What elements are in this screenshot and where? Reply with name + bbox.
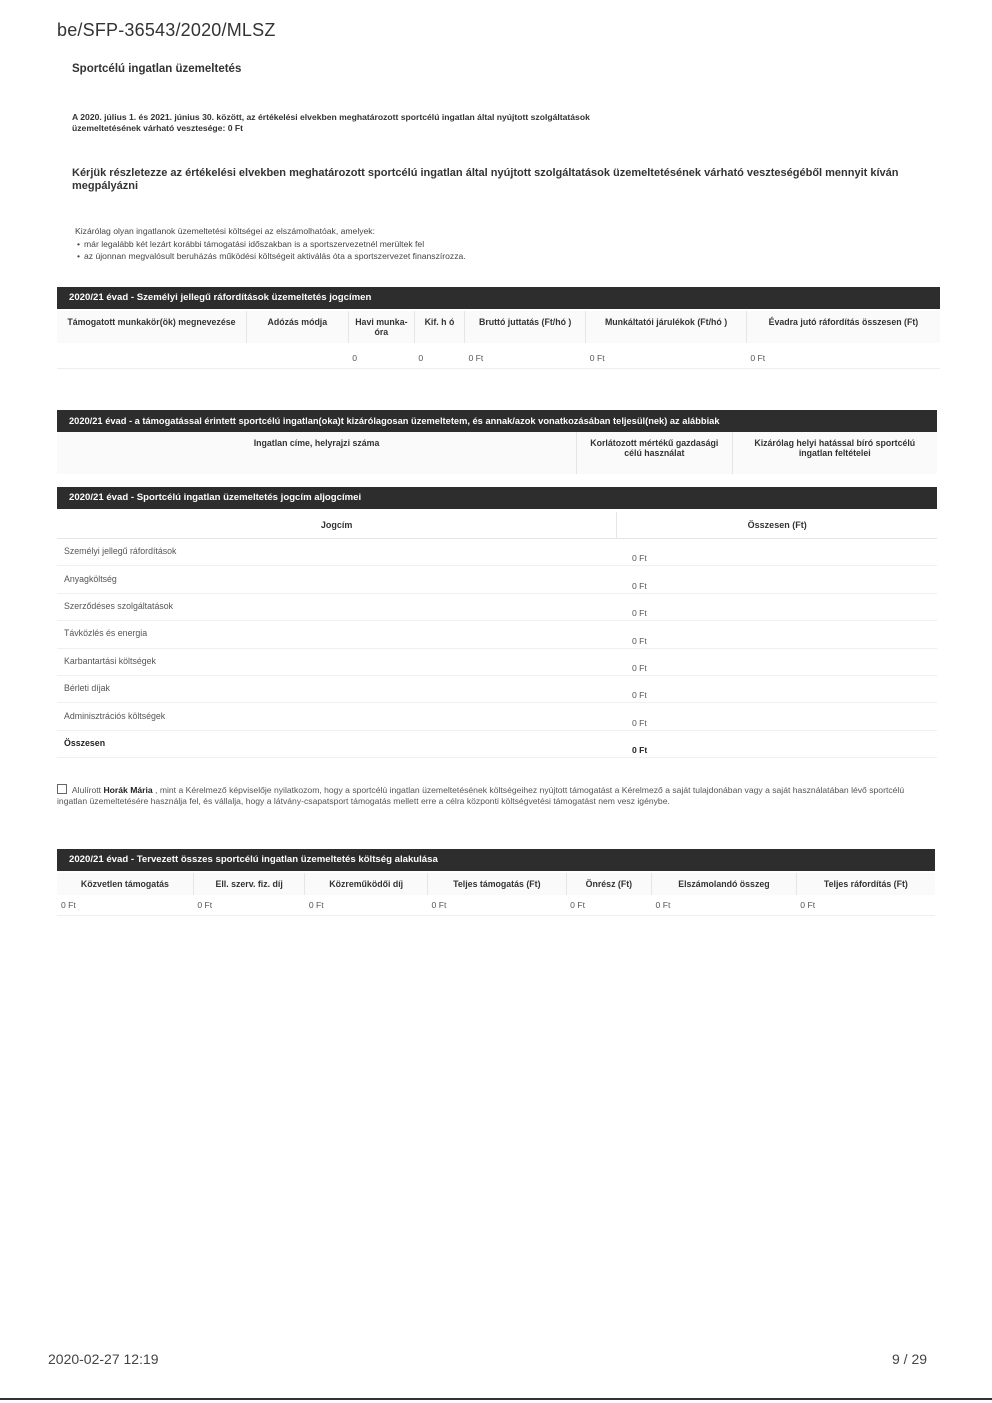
- table-row: [57, 676, 937, 703]
- personnel-table: [57, 311, 940, 369]
- section-title: Sportcélú ingatlan üzemeltetés: [72, 63, 242, 75]
- row-value: 0 Ft: [632, 608, 647, 619]
- declaration-prefix: Alulírott: [71, 785, 102, 795]
- table-cell: 0 Ft: [428, 895, 567, 916]
- column-header: Teljes ráfordítás (Ft): [796, 873, 935, 895]
- row-label: Távközlés és energia: [64, 628, 148, 639]
- declaration-text: , mint a Kérelmező képviselője nyilatkozom, hogy a sportcélú ingatlan üzemeltetésének költségeihez nyújtott támogatást a Kérelmező a saját tulajdonában vagy a saját használatában lévő sportcélú ingatlan üzemeltetésére használja fel, és vállalja, hogy a látvány-csapatsport támogatás mellett erre a célra központi költségvetési támogatást nem vesz igénybe.: [57, 785, 905, 806]
- table-row: [57, 649, 937, 676]
- table-row: [57, 703, 937, 730]
- column-header: Közvetlen támogatás: [57, 873, 193, 895]
- column-header: Munkáltatói járulékok (Ft/hó ): [586, 311, 747, 343]
- property-section-bar: 2020/21 évad - a támogatással érintett sportcélú ingatlan(oka)t kizárólagosan üzemeltetem, és annak/azok vonatkozásában teljesül(nek) az alábbiak: [57, 410, 937, 432]
- table-cell: 0 Ft: [796, 895, 935, 916]
- table-cell: 0 Ft: [465, 343, 586, 369]
- rule-item: • az újonnan megvalósult beruházás működési költségeit aktiválás óta a sportszervezet finanszírozza.: [85, 250, 675, 263]
- rules-list: [75, 238, 675, 263]
- document-id: be/SFP-36543/2020/MLSZ: [57, 20, 276, 40]
- table-row: [57, 343, 940, 369]
- column-header: Közreműködői díj: [305, 873, 428, 895]
- table-row: [57, 539, 937, 566]
- column-header: Önrész (Ft): [566, 873, 651, 895]
- table-cell: 0: [414, 343, 464, 369]
- row-label: Adminisztrációs költségek: [64, 710, 166, 721]
- planned-section-bar: 2020/21 évad - Tervezett összes sportcélú ingatlan üzemeltetés költség alakulása: [57, 849, 935, 871]
- table-cell: 0 Ft: [566, 895, 651, 916]
- total-row: [57, 731, 937, 758]
- row-value: 0 Ft: [632, 717, 647, 728]
- table-row: [57, 895, 935, 916]
- expected-loss-statement: A 2020. július 1. és 2021. június 30. között, az értékelési elvekben meghatározott sportcélú ingatlan által nyújtott szolgáltatások üzemeltetésének várható vesztesége: 0 Ft: [72, 112, 590, 133]
- row-value: 0 Ft: [632, 635, 647, 646]
- declaration-checkbox[interactable]: [57, 784, 67, 794]
- planned-table: [57, 873, 935, 916]
- table-header-row: [57, 311, 940, 343]
- table-cell: [246, 343, 348, 369]
- personnel-section-bar: 2020/21 évad - Személyi jellegű ráfordítások üzemeltetés jogcímen: [57, 287, 940, 309]
- row-label: Bérleti díjak: [64, 683, 110, 694]
- row-label: Anyagköltség: [64, 573, 117, 584]
- table-cell: 0 Ft: [57, 895, 193, 916]
- rule-item: • már legalább két lezárt korábbi támogatási időszakban is a sportszervezetnél merültek fel: [85, 238, 675, 251]
- column-header: Bruttó juttatás (Ft/hó ): [465, 311, 586, 343]
- column-header: Elszámolandó összeg: [652, 873, 797, 895]
- row-value: 0 Ft: [632, 553, 647, 564]
- table-cell: 0 Ft: [652, 895, 797, 916]
- column-header: Ell. szerv. fiz. díj: [193, 873, 305, 895]
- bottom-divider: [0, 1398, 992, 1400]
- column-header: Adózás módja: [246, 311, 348, 343]
- table-cell: 0 Ft: [193, 895, 305, 916]
- column-header: Kif. h ó: [414, 311, 464, 343]
- column-header: Összesen (Ft): [616, 512, 937, 538]
- table-row: [57, 566, 937, 593]
- property-table: [57, 432, 937, 474]
- column-header: Korlátozott mértékű gazdasági célú használat: [577, 432, 732, 474]
- column-header: Jogcím: [320, 520, 353, 530]
- table-row: [57, 594, 937, 621]
- column-header: Ingatlan címe, helyrajzi száma: [57, 432, 577, 474]
- footer-datetime: 2020-02-27 12:19: [48, 1351, 159, 1367]
- column-header: Évadra jutó ráfordítás összesen (Ft): [746, 311, 940, 343]
- table-cell: 0 Ft: [746, 343, 940, 369]
- table-cell: 0 Ft: [305, 895, 428, 916]
- table-cell: [57, 343, 246, 369]
- table-header-row: [57, 512, 937, 539]
- row-label: Személyi jellegű ráfordítások: [64, 546, 177, 557]
- subtitles-table: [57, 512, 937, 758]
- table-header-row: [57, 873, 935, 895]
- row-value: 0 Ft: [632, 690, 647, 701]
- table-header-row: [57, 432, 937, 474]
- table-cell: 0: [348, 343, 414, 369]
- eligibility-rules: [75, 225, 675, 263]
- subtitles-section-bar: 2020/21 évad - Sportcélú ingatlan üzemeltetés jogcím aljogcímei: [57, 487, 937, 509]
- column-header: Teljes támogatás (Ft): [428, 873, 567, 895]
- column-header: Kizárólag helyi hatással bíró sportcélú ingatlan feltételei: [732, 432, 937, 474]
- page-number: 9 / 29: [892, 1351, 928, 1367]
- column-header: Támogatott munkakör(ök) megnevezése: [57, 311, 246, 343]
- total-value: 0 Ft: [632, 745, 648, 756]
- column-header: Havi munka-óra: [348, 311, 414, 343]
- rules-intro: Kizárólag olyan ingatlanok üzemeltetési költségei az elszámolhatóak, amelyek:: [75, 226, 375, 236]
- declaration: [57, 784, 917, 807]
- total-label: Összesen: [64, 737, 106, 748]
- row-value: 0 Ft: [632, 580, 647, 591]
- row-label: Szerződéses szolgáltatások: [64, 600, 174, 611]
- row-value: 0 Ft: [632, 662, 647, 673]
- table-cell: 0 Ft: [586, 343, 747, 369]
- representative-name: Horák Mária: [103, 785, 153, 795]
- request-instruction: Kérjük részletezze az értékelési elvekben meghatározott sportcélú ingatlan által nyújtott szolgáltatások üzemeltetésének várható veszteségéből mennyit kíván megpályázni: [72, 167, 899, 192]
- table-row: [57, 621, 937, 648]
- row-label: Karbantartási költségek: [64, 655, 156, 666]
